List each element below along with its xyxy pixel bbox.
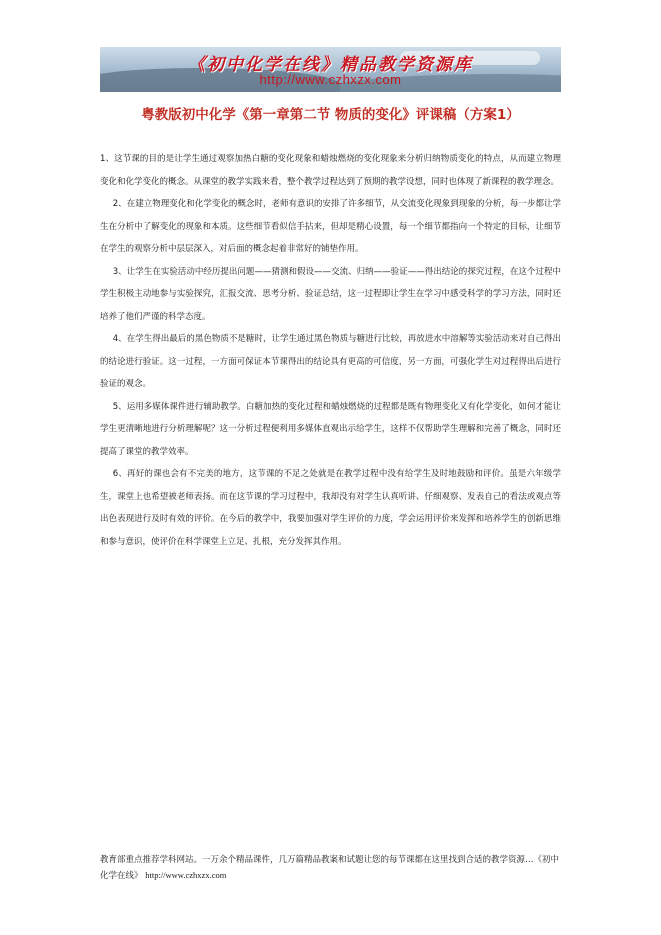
footer — [100, 853, 561, 884]
header-banner — [100, 47, 561, 92]
banner-title: 《初中化学在线》精品教学资源库 — [188, 55, 473, 75]
paragraph-5: 5、运用多媒体课件进行辅助教学。白糖加热的变化过程和蜡烛燃烧的过程都是既有物理变化又有化学变化，如何才能让学生更清晰地进行分析理解呢？这一分析过程便利用多媒体直观出示给学生，这样不仅帮助学生理解和完善了概念，同时还提高了课堂的教学效率。 — [100, 401, 561, 457]
paragraph-6: 6、再好的课也会有不完美的地方，这节课的不足之处就是在教学过程中没有给学生及时地鼓励和评价。虽是六年级学生，课堂上也希望被老师表扬。而在这节课的学习过程中，我却没有对学生认真听讲、仔细观察、发表自己的看法或观点等出色表现进行及时有效的评价。在今后的教学中，我要加强对学生评价的力度，学会运用评价来发挥和培养学生的创新思维和参与意识，使评价在科学课堂上立足、扎根，充分发挥其作用。 — [100, 469, 561, 547]
paragraph-3: 3、让学生在实验活动中经历提出问题——猜测和假设——交流、归纳——验证——得出结论的探究过程，在这个过程中学生积极主动地参与实验探究，汇报交流、思考分析、验证总结，这一过程即让学生在学习中感受科学的学习方法，同时还培养了他们严谨的科学态度。 — [100, 266, 561, 322]
footer-url[interactable]: http://www.czhxzx.com — [145, 870, 227, 880]
paragraph-4: 4、在学生得出最后的黑色物质不是糖时，让学生通过黑色物质与糖进行比较，再放进水中溶解等实验活动来对自己得出的结论进行验证。这一过程，一方面可保证本节课得出的结论具有更高的可信度，另一方面，可强化学生对过程得出后进行验证的观念。 — [100, 334, 561, 389]
footer-text: 教育部重点推荐学科网站。一万余个精品课件，几万篇精品教案和试题让您的每节课都在这里找到合适的教学资源…《初中化学在线》 — [100, 855, 560, 881]
document-body — [100, 148, 561, 553]
document-title: 粤教版初中化学《第一章第二节 物质的变化》评课稿（方案1） — [141, 107, 520, 123]
banner-url[interactable]: http://www.czhxzx.com — [259, 72, 402, 87]
paragraph-2: 2、在建立物理变化和化学变化的概念时，老师有意识的安排了许多细节，从交流变化现象到现象的分析，每一步都让学生在分析中了解变化的现象和本质。这些细节看似信手拈来，但却是精心设置，每一个细节都指向一个特定的目标，让细节在学生的观察分析中层层深入，对后面的概念起着非常好的铺垫作用。 — [100, 199, 561, 254]
paragraph-1: 1、这节课的目的是让学生通过观察加热白糖的变化现象和蜡烛燃烧的变化现象来分析归纳物质变化的特点，从而建立物理变化和化学变化的概念。从课堂的教学实践来看，整个教学过程达到了预期的教学设想，同时也体现了新课程的教学理念。 — [100, 154, 561, 187]
